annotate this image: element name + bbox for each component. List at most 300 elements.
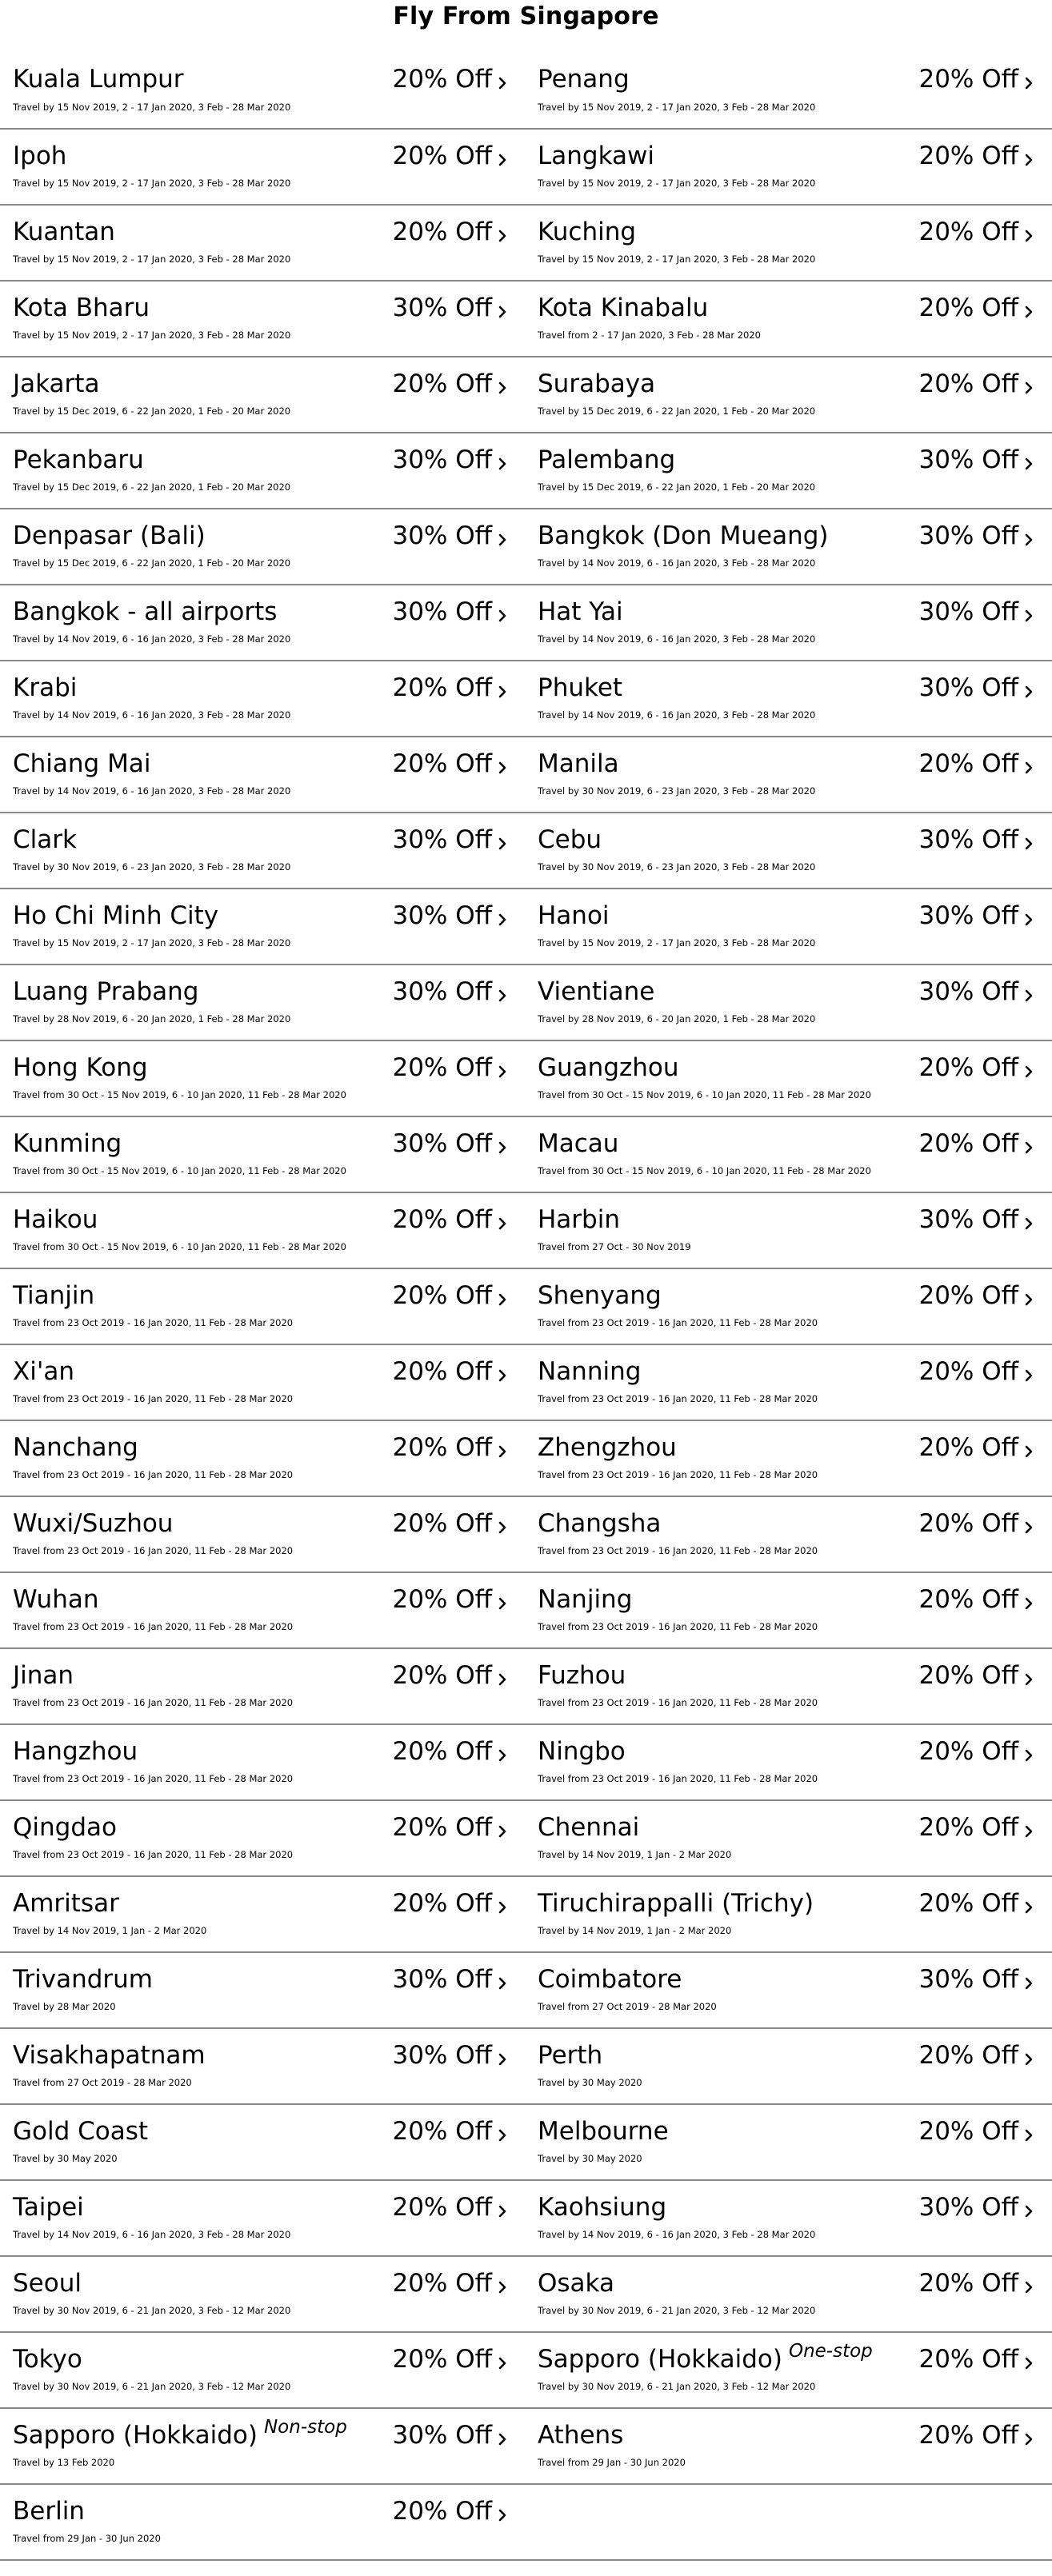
destination-name [13, 2192, 84, 2223]
destination-card-kota-kinabalu[interactable] [526, 282, 1052, 356]
destination-name [13, 1280, 94, 1311]
travel-period: Travel by 14 Nov 2019, 6 - 16 Jan 2020, 3 Feb - 28 Mar 2020 [538, 633, 816, 645]
chevron-right-icon[interactable] [495, 301, 511, 322]
travel-period: Travel by 30 Nov 2019, 6 - 21 Jan 2020, 3 Feb - 12 Mar 2020 [538, 2305, 816, 2316]
chevron-right-icon[interactable] [1022, 2124, 1038, 2145]
chevron-right-icon[interactable] [495, 1592, 511, 1613]
chevron-right-icon[interactable] [1022, 529, 1038, 549]
travel-period: Travel from 23 Oct 2019 - 16 Jan 2020, 11 Feb - 28 Mar 2020 [13, 1773, 294, 1784]
destination-card-haikou[interactable] [0, 1193, 526, 1268]
chevron-right-icon[interactable] [1022, 1972, 1038, 1993]
chevron-right-icon[interactable] [495, 909, 511, 929]
destination-row [0, 1497, 1052, 1573]
destination-card-hong-kong[interactable] [0, 1041, 526, 1116]
chevron-right-icon[interactable] [495, 2200, 511, 2221]
destination-name-text: Fuzhou [538, 1661, 626, 1690]
destination-card-tianjin[interactable] [0, 1269, 526, 1344]
destination-name [538, 141, 654, 171]
destination-card-bangkok-don-mueang[interactable] [526, 509, 1052, 584]
destination-name-text: Kaohsiung [538, 2193, 667, 2222]
destination-name [538, 1584, 632, 1615]
destination-name [538, 2192, 666, 2223]
destination-name [13, 1584, 99, 1615]
discount-label: 20% Off [918, 1281, 1018, 1310]
travel-period: Travel by 15 Dec 2019, 6 - 22 Jan 2020, 1 Feb - 20 Mar 2020 [538, 405, 816, 417]
destination-card-clark[interactable] [0, 813, 526, 888]
discount-label: 20% Off [392, 673, 492, 702]
destination-card-amritsar[interactable] [0, 1877, 526, 1951]
discount-label: 20% Off [392, 369, 492, 398]
destination-card-fuzhou[interactable] [526, 1649, 1052, 1723]
destination-name-text: Phuket [538, 673, 623, 702]
destination-card-pekanbaru[interactable] [0, 433, 526, 508]
destination-card-surabaya[interactable] [526, 357, 1052, 432]
travel-period: Travel by 15 Nov 2019, 2 - 17 Jan 2020, 3 Feb - 28 Mar 2020 [13, 254, 291, 265]
destination-card-denpasar-bali[interactable] [0, 509, 526, 584]
destination-row [0, 585, 1052, 661]
destination-card-berlin[interactable] [0, 2485, 526, 2559]
discount-label: 30% Off [918, 445, 1018, 474]
discount-label: 20% Off [918, 65, 1018, 94]
travel-period: Travel by 14 Nov 2019, 6 - 16 Jan 2020, 3 Feb - 28 Mar 2020 [13, 633, 291, 645]
destination-card-ningbo[interactable] [526, 1725, 1052, 1799]
travel-period: Travel by 30 Nov 2019, 6 - 21 Jan 2020, 3 Feb - 12 Mar 2020 [538, 2381, 816, 2392]
destination-card-wuxi-suzhou[interactable] [0, 1497, 526, 1572]
destination-card-coimbatore[interactable] [526, 1953, 1052, 2027]
destination-row [0, 1041, 1052, 1117]
destination-name [13, 901, 218, 931]
destination-card-kuantan[interactable] [0, 206, 526, 280]
destination-name [13, 1508, 173, 1539]
destination-card-nanjing[interactable] [526, 1573, 1052, 1647]
destination-card-zhengzhou[interactable] [526, 1421, 1052, 1496]
travel-period: Travel by 15 Nov 2019, 2 - 17 Jan 2020, 3 Feb - 28 Mar 2020 [538, 254, 816, 265]
chevron-right-icon[interactable] [1022, 2276, 1038, 2297]
empty-cell [526, 2485, 1052, 2559]
destination-row [0, 889, 1052, 965]
chevron-right-icon[interactable] [1022, 2428, 1038, 2449]
chevron-right-icon[interactable] [1022, 909, 1038, 929]
travel-period: Travel by 30 May 2020 [538, 2077, 642, 2088]
destination-card-kuala-lumpur[interactable] [0, 48, 526, 128]
destination-card-guangzhou[interactable] [526, 1041, 1052, 1116]
chevron-right-icon[interactable] [495, 833, 511, 853]
chevron-right-icon[interactable] [495, 2124, 511, 2145]
discount-label: 20% Off [918, 749, 1018, 778]
chevron-right-icon[interactable] [1022, 1060, 1038, 1081]
chevron-right-icon[interactable] [495, 2504, 511, 2525]
discount-label: 20% Off [918, 2421, 1018, 2450]
discount-label: 30% Off [392, 1965, 492, 1994]
destination-name [538, 293, 708, 323]
chevron-right-icon[interactable] [1022, 2352, 1038, 2373]
destination-name [538, 2268, 614, 2298]
destination-name [538, 901, 610, 931]
travel-period: Travel from 2 - 17 Jan 2020, 3 Feb - 28 Mar 2020 [538, 329, 761, 341]
travel-period: Travel by 28 Nov 2019, 6 - 20 Jan 2020, 1 Feb - 28 Mar 2020 [538, 1013, 816, 1024]
chevron-right-icon[interactable] [495, 1516, 511, 1537]
destination-card-jakarta[interactable] [0, 357, 526, 432]
travel-period: Travel from 23 Oct 2019 - 16 Jan 2020, 11 Feb - 28 Mar 2020 [538, 1545, 818, 1556]
discount-label: 20% Off [918, 1433, 1018, 1462]
discount-label: 30% Off [918, 1965, 1018, 1994]
chevron-right-icon[interactable] [495, 1820, 511, 1841]
destination-name [13, 1432, 138, 1463]
destination-name [538, 217, 636, 247]
destination-row [0, 1877, 1052, 1953]
destination-name [13, 1812, 117, 1843]
destination-name [538, 521, 829, 551]
destination-row [0, 357, 1052, 433]
chevron-right-icon[interactable] [1022, 1440, 1038, 1461]
discount-label: 30% Off [918, 901, 1018, 930]
discount-label: 20% Off [392, 1737, 492, 1766]
chevron-right-icon[interactable] [495, 1668, 511, 1689]
destination-card-chennai[interactable] [526, 1801, 1052, 1875]
destination-name [538, 749, 619, 779]
travel-period: Travel from 30 Oct - 15 Nov 2019, 6 - 10 Jan 2020, 11 Feb - 28 Mar 2020 [538, 1089, 871, 1100]
destination-name-text: Hanoi [538, 901, 610, 930]
flight-type-tag: One-stop [788, 2341, 873, 2362]
destination-card-qingdao[interactable] [0, 1801, 526, 1875]
travel-period: Travel from 23 Oct 2019 - 16 Jan 2020, 11 Feb - 28 Mar 2020 [538, 1697, 818, 1708]
chevron-right-icon[interactable] [495, 2048, 511, 2069]
destination-name-text: Berlin [13, 2497, 85, 2526]
destination-card-hanoi[interactable] [526, 889, 1052, 964]
destination-name-text: Sapporo (Hokkaido) [538, 2345, 782, 2374]
destination-name-text: Ipoh [13, 142, 67, 170]
chevron-right-icon[interactable] [1022, 301, 1038, 322]
destination-name-text: Kunming [13, 1129, 122, 1158]
destination-card-gold-coast[interactable] [0, 2105, 526, 2179]
destination-name [538, 1888, 814, 1919]
chevron-right-icon[interactable] [495, 225, 511, 246]
chevron-right-icon[interactable] [495, 72, 511, 93]
chevron-right-icon[interactable] [1022, 605, 1038, 625]
chevron-right-icon[interactable] [495, 2352, 511, 2373]
destination-name [13, 217, 115, 247]
chevron-right-icon[interactable] [1022, 225, 1038, 246]
travel-period: Travel by 15 Nov 2019, 2 - 17 Jan 2020, 3 Feb - 28 Mar 2020 [13, 329, 291, 341]
travel-period: Travel from 23 Oct 2019 - 16 Jan 2020, 11 Feb - 28 Mar 2020 [13, 1697, 294, 1708]
destination-card-macau[interactable] [526, 1117, 1052, 1192]
discount-label: 30% Off [392, 294, 492, 322]
travel-period: Travel from 23 Oct 2019 - 16 Jan 2020, 11 Feb - 28 Mar 2020 [538, 1469, 818, 1480]
destination-row [0, 1801, 1052, 1877]
destination-card-tokyo[interactable] [0, 2333, 526, 2407]
destination-card-trivandrum[interactable] [0, 1953, 526, 2027]
destination-name-text: Chennai [538, 1813, 640, 1842]
chevron-right-icon[interactable] [1022, 757, 1038, 777]
chevron-right-icon[interactable] [495, 1212, 511, 1233]
destination-name-text: Tokyo [13, 2345, 82, 2374]
destination-card-athens[interactable] [526, 2409, 1052, 2483]
travel-period: Travel from 23 Oct 2019 - 16 Jan 2020, 11 Feb - 28 Mar 2020 [13, 1849, 294, 1860]
destination-name-text: Gold Coast [13, 2117, 149, 2146]
discount-label: 20% Off [392, 65, 492, 94]
destination-name-text: Wuhan [13, 1585, 99, 1614]
discount-label: 30% Off [918, 597, 1018, 626]
destination-card-kunming[interactable] [0, 1117, 526, 1192]
discount-label: 30% Off [392, 901, 492, 930]
destination-name [13, 1888, 119, 1919]
discount-label: 20% Off [392, 2497, 492, 2526]
destination-name [13, 2268, 82, 2298]
destination-card-ho-chi-minh-city[interactable] [0, 889, 526, 964]
destination-card-sapporo-hokkaido-non-stop[interactable] [0, 2409, 526, 2483]
travel-period: Travel by 15 Nov 2019, 2 - 17 Jan 2020, 3 Feb - 28 Mar 2020 [13, 178, 291, 189]
destination-card-visakhapatnam[interactable] [0, 2029, 526, 2103]
travel-period: Travel from 23 Oct 2019 - 16 Jan 2020, 11 Feb - 28 Mar 2020 [13, 1317, 294, 1328]
discount-label: 30% Off [918, 521, 1018, 550]
page-title: Fly From Singapore [393, 2, 659, 30]
travel-period: Travel by 14 Nov 2019, 1 Jan - 2 Mar 2020 [538, 1925, 732, 1936]
chevron-right-icon[interactable] [1022, 2200, 1038, 2221]
discount-label: 30% Off [392, 977, 492, 1006]
destination-row [0, 1421, 1052, 1497]
destination-row [0, 433, 1052, 509]
travel-period: Travel by 14 Nov 2019, 6 - 16 Jan 2020, 3 Feb - 28 Mar 2020 [538, 709, 816, 721]
destination-name-text: Haikou [13, 1205, 98, 1234]
destination-name [538, 445, 675, 475]
destination-name-text: Hong Kong [13, 1053, 148, 1082]
destination-card-penang[interactable] [526, 48, 1052, 128]
chevron-right-icon[interactable] [1022, 1136, 1038, 1157]
destination-row [0, 965, 1052, 1041]
destination-name [13, 673, 77, 703]
chevron-right-icon[interactable] [495, 681, 511, 701]
destination-card-hat-yai[interactable] [526, 585, 1052, 660]
discount-label: 20% Off [918, 2041, 1018, 2070]
chevron-right-icon[interactable] [495, 1896, 511, 1917]
chevron-right-icon[interactable] [495, 2428, 511, 2449]
destination-card-kaohsiung[interactable] [526, 2181, 1052, 2255]
destination-name [538, 1736, 626, 1767]
discount-label: 20% Off [918, 218, 1018, 246]
destination-row [0, 1345, 1052, 1421]
chevron-right-icon[interactable] [1022, 1212, 1038, 1233]
destination-card-hangzhou[interactable] [0, 1725, 526, 1799]
discount-label: 30% Off [392, 597, 492, 626]
destination-row [0, 661, 1052, 737]
chevron-right-icon[interactable] [1022, 149, 1038, 170]
chevron-right-icon[interactable] [495, 757, 511, 777]
discount-label: 20% Off [392, 1813, 492, 1842]
destination-name [538, 1660, 626, 1691]
destination-name-text: Xi'an [13, 1357, 75, 1386]
destination-card-vientiane[interactable] [526, 965, 1052, 1040]
destination-name-text: Langkawi [538, 142, 654, 170]
destination-name-text: Chiang Mai [13, 749, 151, 778]
destination-card-changsha[interactable] [526, 1497, 1052, 1572]
destination-name-text: Harbin [538, 1205, 620, 1234]
destination-name-text: Krabi [13, 673, 78, 702]
destination-name [538, 2420, 623, 2450]
destination-card-tiruchirappalli-trichy[interactable] [526, 1877, 1052, 1951]
destination-name-text: Clark [13, 825, 77, 854]
destination-row [0, 1193, 1052, 1269]
destination-name-text: Manila [538, 749, 619, 778]
discount-label: 20% Off [918, 1889, 1018, 1918]
chevron-right-icon[interactable] [1022, 1896, 1038, 1917]
chevron-right-icon[interactable] [1022, 1592, 1038, 1613]
discount-label: 20% Off [392, 1205, 492, 1234]
travel-period: Travel by 15 Dec 2019, 6 - 22 Jan 2020, 1 Feb - 20 Mar 2020 [13, 481, 291, 493]
destination-name-text: Bangkok (Don Mueang) [538, 521, 829, 550]
destination-row [0, 509, 1052, 585]
chevron-right-icon[interactable] [495, 2276, 511, 2297]
destination-name-text: Penang [538, 65, 630, 94]
chevron-right-icon[interactable] [1022, 1516, 1038, 1537]
destination-card-kuching[interactable] [526, 206, 1052, 280]
destination-name-text: Denpasar (Bali) [13, 521, 206, 550]
destination-card-phuket[interactable] [526, 661, 1052, 736]
destination-name [538, 1280, 662, 1311]
chevron-right-icon[interactable] [495, 1364, 511, 1385]
destination-card-nanning[interactable] [526, 1345, 1052, 1420]
destination-name-text: Ho Chi Minh City [13, 901, 219, 930]
chevron-right-icon[interactable] [1022, 681, 1038, 701]
discount-label: 20% Off [392, 1281, 492, 1310]
discount-label: 30% Off [392, 2041, 492, 2070]
travel-period: Travel by 15 Nov 2019, 2 - 17 Jan 2020, 3 Feb - 28 Mar 2020 [13, 102, 291, 113]
destination-card-osaka[interactable] [526, 2257, 1052, 2331]
destination-card-melbourne[interactable] [526, 2105, 1052, 2179]
destination-card-nanchang[interactable] [0, 1421, 526, 1496]
discount-label: 30% Off [392, 445, 492, 474]
chevron-right-icon[interactable] [1022, 377, 1038, 397]
destination-card-sapporo-hokkaido-one-stop[interactable] [526, 2333, 1052, 2407]
destination-name [13, 976, 198, 1007]
discount-label: 30% Off [918, 673, 1018, 702]
chevron-right-icon[interactable] [1022, 1744, 1038, 1765]
destination-card-manila[interactable] [526, 737, 1052, 812]
chevron-right-icon[interactable] [1022, 984, 1038, 1005]
chevron-right-icon[interactable] [1022, 833, 1038, 853]
discount-label: 30% Off [918, 977, 1018, 1006]
destination-card-xi-an[interactable] [0, 1345, 526, 1420]
destination-name [13, 1736, 138, 1767]
destination-row [0, 206, 1052, 282]
chevron-right-icon[interactable] [1022, 72, 1038, 93]
travel-period: Travel from 30 Oct - 15 Nov 2019, 6 - 10 Jan 2020, 11 Feb - 28 Mar 2020 [13, 1089, 346, 1100]
destination-card-wuhan[interactable] [0, 1573, 526, 1647]
destination-name-text: Perth [538, 2041, 603, 2070]
destination-card-palembang[interactable] [526, 433, 1052, 508]
destination-row [0, 48, 1052, 130]
discount-label: 30% Off [392, 521, 492, 550]
discount-label: 30% Off [918, 825, 1018, 854]
destination-name [538, 1356, 641, 1387]
destination-card-luang-prabang[interactable] [0, 965, 526, 1040]
chevron-right-icon[interactable] [495, 1440, 511, 1461]
destination-name [13, 1052, 148, 1083]
travel-period: Travel from 23 Oct 2019 - 16 Jan 2020, 11 Feb - 28 Mar 2020 [538, 1393, 818, 1404]
destination-row [0, 282, 1052, 357]
discount-label: 20% Off [392, 1585, 492, 1614]
discount-label: 20% Off [918, 2345, 1018, 2374]
destination-card-bangkok-all-airports[interactable] [0, 585, 526, 660]
destination-card-seoul[interactable] [0, 2257, 526, 2331]
discount-label: 20% Off [918, 1737, 1018, 1766]
destination-card-harbin[interactable] [526, 1193, 1052, 1268]
travel-period: Travel from 23 Oct 2019 - 16 Jan 2020, 11 Feb - 28 Mar 2020 [13, 1621, 294, 1632]
destination-name [13, 2116, 148, 2147]
destination-row [0, 1649, 1052, 1725]
chevron-right-icon[interactable] [1022, 2048, 1038, 2069]
destination-row [0, 2409, 1052, 2485]
destination-name-text: Visakhapatnam [13, 2041, 206, 2070]
chevron-right-icon[interactable] [1022, 1288, 1038, 1309]
travel-period: Travel by 15 Dec 2019, 6 - 22 Jan 2020, 1 Feb - 20 Mar 2020 [13, 405, 291, 417]
destination-card-shenyang[interactable] [526, 1269, 1052, 1344]
chevron-right-icon[interactable] [495, 453, 511, 473]
travel-period: Travel by 15 Nov 2019, 2 - 17 Jan 2020, 3 Feb - 28 Mar 2020 [538, 102, 816, 113]
destination-name-text: Bangkok - all airports [13, 597, 278, 626]
destination-name-text: Amritsar [13, 1889, 119, 1918]
chevron-right-icon[interactable] [495, 1972, 511, 1993]
chevron-right-icon[interactable] [495, 377, 511, 397]
destination-card-langkawi[interactable] [526, 130, 1052, 204]
travel-period: Travel from 23 Oct 2019 - 16 Jan 2020, 11 Feb - 28 Mar 2020 [13, 1393, 294, 1404]
chevron-right-icon[interactable] [495, 605, 511, 625]
destination-card-perth[interactable] [526, 2029, 1052, 2103]
flight-type-tag: Non-stop [263, 2417, 347, 2438]
destination-name [13, 293, 150, 323]
destination-row [0, 1725, 1052, 1801]
discount-label: 20% Off [392, 1509, 492, 1538]
destination-name-text: Cebu [538, 825, 602, 854]
destination-card-kota-bharu[interactable] [0, 282, 526, 356]
chevron-right-icon[interactable] [1022, 1364, 1038, 1385]
travel-period: Travel by 14 Nov 2019, 6 - 16 Jan 2020, 3 Feb - 28 Mar 2020 [538, 557, 816, 569]
travel-period: Travel from 27 Oct - 30 Nov 2019 [538, 1241, 691, 1252]
chevron-right-icon[interactable] [1022, 1820, 1038, 1841]
destination-name [538, 1812, 639, 1843]
destination-card-krabi[interactable] [0, 661, 526, 736]
discount-label: 30% Off [392, 825, 492, 854]
travel-period: Travel by 30 Nov 2019, 6 - 23 Jan 2020, 3 Feb - 28 Mar 2020 [538, 785, 816, 797]
destination-card-ipoh[interactable] [0, 130, 526, 204]
chevron-right-icon[interactable] [495, 984, 511, 1005]
chevron-right-icon[interactable] [1022, 1668, 1038, 1689]
discount-label: 20% Off [392, 218, 492, 246]
destination-name [13, 2496, 85, 2526]
chevron-right-icon[interactable] [495, 1744, 511, 1765]
destination-name-text: Hat Yai [538, 597, 623, 626]
chevron-right-icon[interactable] [1022, 453, 1038, 473]
destination-name [538, 2341, 873, 2377]
destination-name-text: Jakarta [13, 369, 100, 398]
destination-card-cebu[interactable] [526, 813, 1052, 888]
destination-name-text: Surabaya [538, 369, 656, 398]
chevron-right-icon[interactable] [495, 529, 511, 549]
destination-card-chiang-mai[interactable] [0, 737, 526, 812]
destination-card-jinan[interactable] [0, 1649, 526, 1723]
discount-label: 20% Off [918, 142, 1018, 170]
chevron-right-icon[interactable] [495, 1288, 511, 1309]
travel-period: Travel by 14 Nov 2019, 6 - 16 Jan 2020, 3 Feb - 28 Mar 2020 [13, 785, 291, 797]
chevron-right-icon[interactable] [495, 1136, 511, 1157]
travel-period: Travel by 30 Nov 2019, 6 - 23 Jan 2020, 3 Feb - 28 Mar 2020 [538, 861, 816, 873]
travel-period: Travel by 28 Mar 2020 [13, 2001, 116, 2012]
chevron-right-icon[interactable] [495, 1060, 511, 1081]
destination-row [0, 1117, 1052, 1193]
travel-period: Travel from 23 Oct 2019 - 16 Jan 2020, 11 Feb - 28 Mar 2020 [538, 1773, 818, 1784]
destination-card-taipei[interactable] [0, 2181, 526, 2255]
discount-label: 30% Off [918, 1205, 1018, 1234]
chevron-right-icon[interactable] [495, 149, 511, 170]
